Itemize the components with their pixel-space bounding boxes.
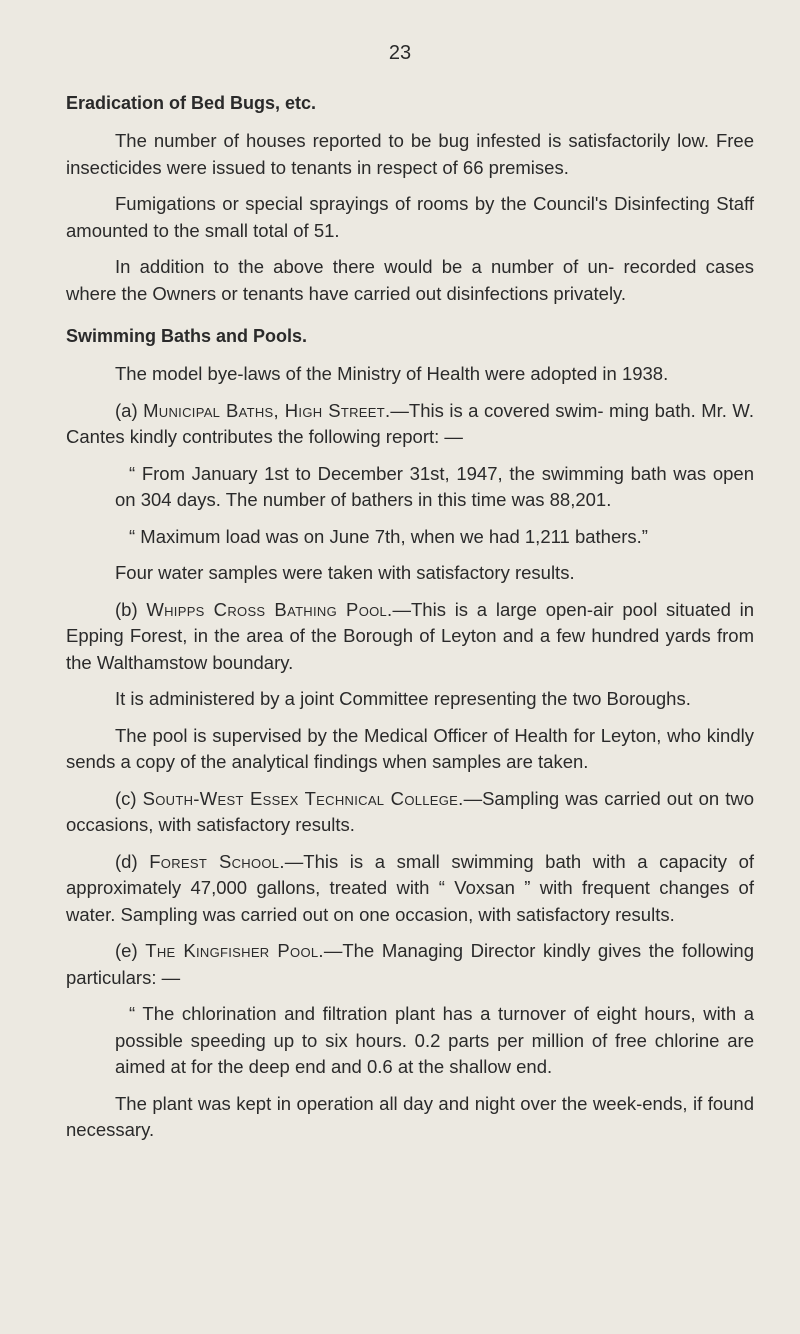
section-heading-swimming: Swimming Baths and Pools.: [66, 326, 308, 346]
item-title: The Kingfisher Pool.: [145, 940, 324, 961]
paragraph: The pool is supervised by the Medical Officer of Health for Leyton, who kindly sends a copy of the analytical findings when samples are taken.: [66, 724, 754, 772]
item-label: (d): [115, 850, 150, 872]
quote: “ Maximum load was on June 7th, when we had 1,211 bathers.”: [129, 525, 648, 547]
item-kingfisher-pool: [66, 938, 754, 991]
item-label: (a): [115, 399, 144, 421]
item-text: —The Managing Director kindly gives the following particulars: —: [66, 940, 755, 988]
item-text: —Sampling was carried out on two occasions, with satisfactory results.: [66, 787, 754, 835]
paragraph: Four water samples were taken with satisfactory results.: [115, 562, 575, 583]
quote: “ From January 1st to December 31st, 1947, the swimming bath was open on 304 days. The number of bathers in this time was 88,201.: [115, 462, 754, 510]
item-text: —This is a large open-air pool situated in Epping Forest, in the area of the Borough of Leyton and a few hundred yards from the Walthamstow boundary.: [66, 598, 754, 673]
text-column: [66, 92, 754, 1154]
item-text: —This is a covered swim- ming bath. Mr. W. Cantes kindly contributes the following report: —: [66, 399, 754, 447]
item-title: South-West Essex Technical College.: [142, 787, 464, 809]
paragraph: The number of houses reported to be bug infested is satisfactorily low. Free insecticides were issued to tenants in respect of 66 premises.: [66, 130, 754, 178]
item-text: —This is a small swimming bath with a capacity of approximately 47,000 gallons, treated with “ Voxsan ” with frequent changes of water. Sampling was carried out on one occasion, with satisfactory results.: [66, 850, 755, 925]
item-label: (e): [115, 940, 146, 961]
item-municipal-baths: [66, 398, 754, 451]
item-title: Municipal Baths, High Street.: [143, 399, 391, 421]
item-whipps-cross: [66, 597, 754, 677]
paragraph: It is administered by a joint Committee representing the two Boroughs.: [115, 688, 691, 709]
quote: “ The chlorination and filtration plant has a turnover of eight hours, with a possible speeding up to six hours. 0.2 parts per million of free chlorine are aimed at for the deep end and 0.6 at the shallow end.: [115, 1003, 754, 1077]
paragraph: The model bye-laws of the Ministry of Health were adopted in 1938.: [115, 363, 669, 384]
item-forest-school: [66, 849, 754, 929]
item-title: Whipps Cross Bathing Pool.: [146, 598, 393, 620]
item-title: Forest School.: [149, 850, 285, 872]
item-technical-college: [66, 786, 754, 839]
section-heading-bed-bugs: Eradication of Bed Bugs, etc.: [66, 93, 317, 113]
item-label: (c): [115, 787, 143, 809]
page-number: 23: [388, 42, 412, 64]
item-label: (b): [115, 598, 147, 620]
paragraph: In addition to the above there would be a number of un- recorded cases where the Owners or tenants have carried out disinfections privately.: [66, 256, 754, 304]
paragraph: The plant was kept in operation all day and night over the week-ends, if found necessary.: [66, 1092, 754, 1140]
paragraph: Fumigations or special sprayings of rooms by the Council's Disinfecting Staff amounted to the small total of 51.: [66, 193, 754, 241]
